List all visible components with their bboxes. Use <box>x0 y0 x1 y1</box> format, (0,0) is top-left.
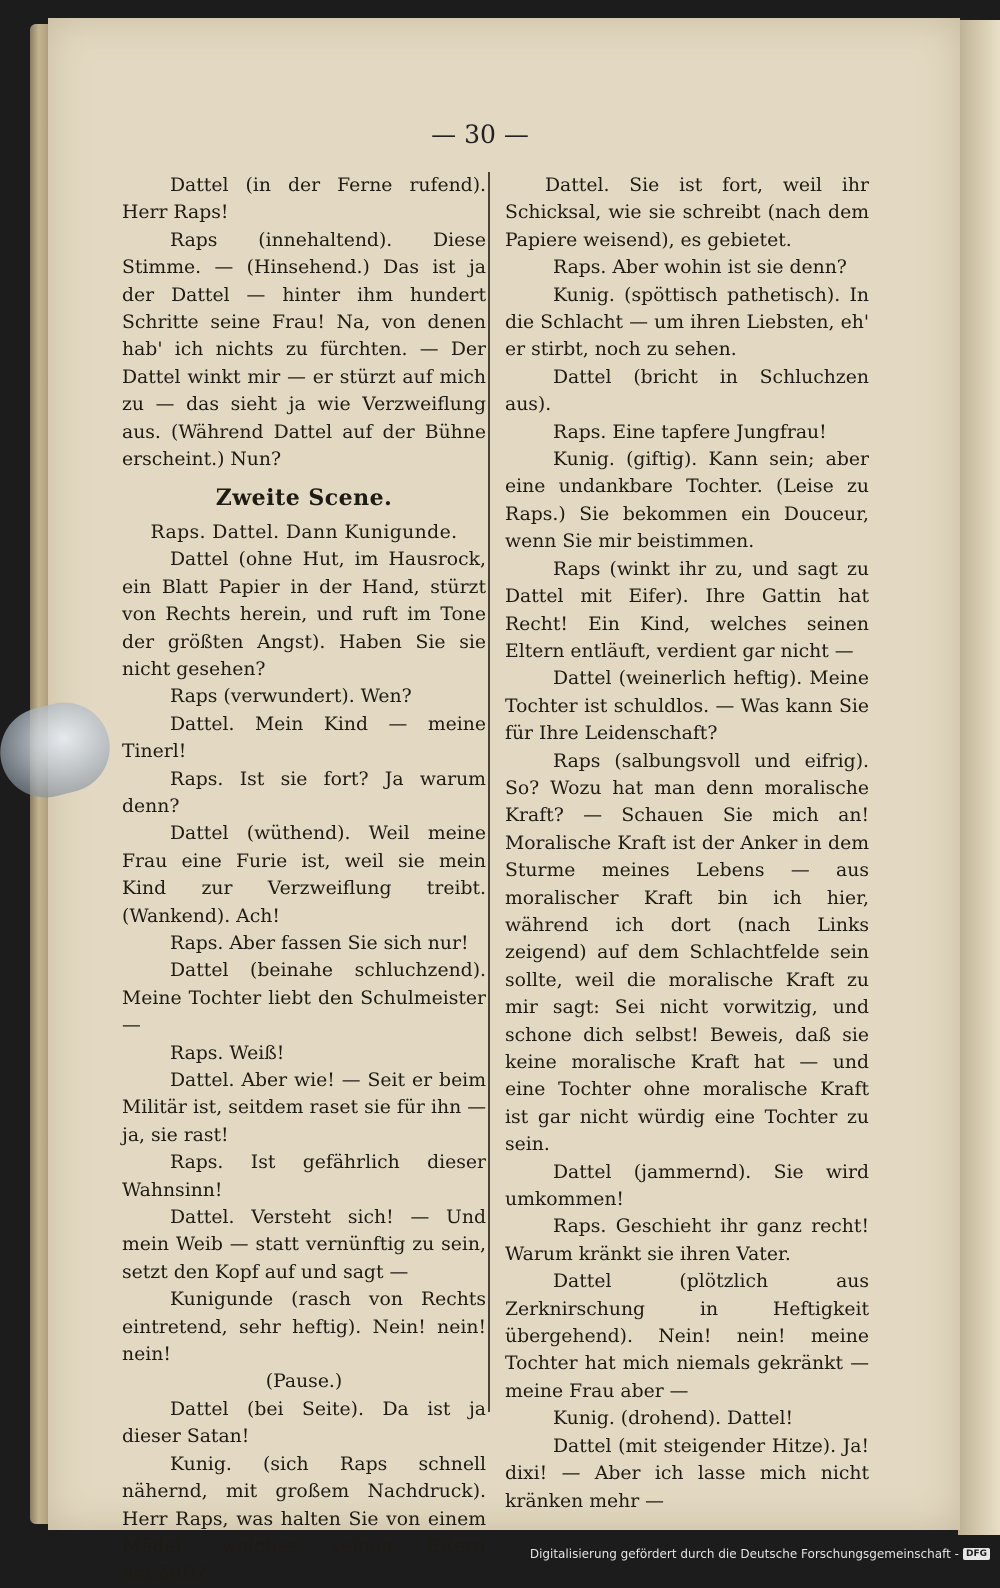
paragraph: Dattel. Mein Kind — meine Tinerl! <box>122 713 486 763</box>
adjacent-page-edge <box>958 20 1000 1535</box>
paragraph: Raps (verwundert). Wen? <box>170 686 412 708</box>
paragraph: Dattel (weinerlich heftig). Meine Tochter ist schuldlos. — Was kann Sie für Ihre Leidenschaft? <box>505 668 869 745</box>
paragraph: Dattel. Sie ist fort, weil ihr Schicksal, wie sie schreibt (nach dem Papiere weisend), es gebietet. <box>505 175 869 251</box>
paragraph: Raps. Geschieht ihr ganz recht! Warum kränkt sie ihren Vater. <box>505 1216 869 1265</box>
paragraph: Dattel. Versteht sich! — Und mein Weib — statt vernünftig zu sein, setzt den Kopf auf und sagt — <box>122 1207 486 1283</box>
paragraph: Raps. Eine tapfere Jungfrau! <box>553 421 827 443</box>
credit-text: Digitalisierung gefördert durch die Deutsche Forschungsgemeinschaft - <box>529 1547 959 1561</box>
paragraph: Raps. Aber fassen Sie sich nur! <box>170 932 469 954</box>
paragraph: Raps (salbungsvoll und eifrig). So? Wozu hat man denn moralische Kraft? — Schauen Sie mich an! Moralische Kraft ist der Anker in dem Sturme meines Lebens — aus moralischer Kraft bin ich hier, während ich dort (nach Links zeigend) auf dem Schlachtfelde sein sollte, weil die moralische Kraft zu mir sagt: Sei nicht vorwitzig, und schone dich selbst! Beweis, daß sie keine moralische Kraft hat — und eine Tochter ohne moralische Kraft ist gar nicht würdig eine Tochter zu sein. <box>505 750 869 1156</box>
paragraph: Kunig. (spöttisch pathetisch). In die Schlacht — um ihren Liebsten, eh' er stirbt, noch zu sehen. <box>505 284 869 361</box>
paragraph: Dattel (plötzlich aus Zerknirschung in Heftigkeit übergehend). Nein! nein! meine Tochter hat mich niemals gekränkt — meine Frau aber — <box>505 1271 869 1402</box>
column-divider <box>488 172 490 1412</box>
paragraph: Dattel. Aber wie! — Seit er beim Militär ist, seitdem raset sie für ihn — ja, sie rast! <box>122 1070 486 1146</box>
paragraph: Kunig. (giftig). Kann sein; aber eine undankbare Tochter. (Leise zu Raps.) Sie bekommen ein Douceur, wenn Sie mir beistimmen. <box>505 449 869 553</box>
paragraph: Raps (winkt ihr zu, und sagt zu Dattel mit Eifer). Ihre Gattin hat Recht! Ein Kind, welches seinen Eltern entläuft, verdient gar nicht — <box>505 558 869 662</box>
paragraph: Dattel (bricht in Schluchzen aus). <box>505 366 869 416</box>
paragraph: Dattel (beinahe schluchzend). Meine Tochter liebt den Schulmeister — <box>122 960 486 1037</box>
stage-direction: (Pause.) <box>265 1371 343 1393</box>
paragraph: Dattel (in der Ferne rufend). Herr Raps! <box>122 175 486 224</box>
paragraph: Kunig. (sich Raps schnell nähernd, mit großem Nachdruck). Herr Raps, was halten Sie von einem Mädel, welches seinen Eltern entläuft? <box>122 1453 486 1585</box>
paragraph: Dattel (mit steigender Hitze). Ja! dixi! — Aber ich lasse mich nicht kränken mehr — <box>505 1435 869 1512</box>
paragraph: Dattel (ohne Hut, im Hausrock, ein Blatt Papier in der Hand, stürzt von Rechts herein, und ruft im Tone der größten Angst). Haben Sie sie nicht gesehen? <box>122 549 486 680</box>
left-text-column <box>122 172 486 1588</box>
digitization-credit <box>530 1547 990 1561</box>
paragraph: Dattel (wüthend). Weil meine Frau eine Furie ist, weil sie mein Kind zur Verzweiflung treibt. (Wankend). Ach! <box>122 823 486 927</box>
scene-heading: Zweite Scene. <box>215 485 393 512</box>
paragraph: Raps. Aber wohin ist sie denn? <box>553 257 847 279</box>
cast-list: Raps. Dattel. Dann Kunigunde. <box>150 521 458 543</box>
right-text-column <box>505 172 869 1515</box>
paragraph: Dattel (bei Seite). Da ist ja dieser Satan! <box>122 1398 486 1448</box>
paragraph: Dattel (jammernd). Sie wird umkommen! <box>505 1161 869 1211</box>
paragraph: Raps. Ist sie fort? Ja warum denn? <box>122 768 486 817</box>
paragraph: Raps. Ist gefährlich dieser Wahnsinn! <box>122 1152 486 1201</box>
dfg-logo-icon: DFG <box>963 1548 990 1560</box>
paragraph: Raps. Weiß! <box>170 1042 285 1064</box>
page-number: — 30 — <box>431 120 529 149</box>
paragraph: Kunig. (drohend). Dattel! <box>553 1408 794 1430</box>
paragraph: Raps (innehaltend). Diese Stimme. — (Hinsehend.) Das ist ja der Dattel — hinter ihm hundert Schritte seine Frau! Na, von denen hab' ich nichts zu fürchten. — Der Dattel winkt mir — er stürzt auf mich zu — das sieht ja wie Verzweiflung aus. (Während Dattel auf der Bühne erscheint.) Nun? <box>122 229 486 471</box>
paragraph: Kunigunde (rasch von Rechts eintretend, sehr heftig). Nein! nein! nein! <box>122 1289 486 1366</box>
